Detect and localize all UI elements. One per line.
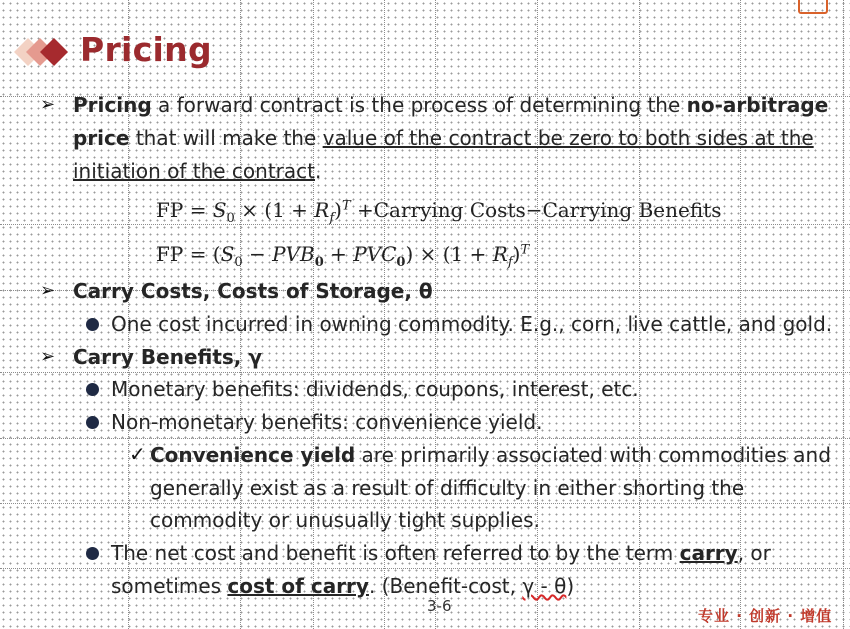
formula-forward-price-1: FP = $S_0 \times (1 + R_f)^T$ +Carrying Costs−Carrying Benefits: [156, 198, 722, 226]
arrow-bullet-icon: ➢: [40, 94, 56, 115]
dot-bullet-icon: [86, 383, 99, 396]
carry-benefits-sub2: Non-monetary benefits: convenience yield.: [111, 410, 543, 434]
dot-bullet-icon: [86, 547, 99, 560]
comment-icon: [798, 0, 828, 14]
bullet-pricing-line1: Pricing a forward contract is the process of determining the no-arbitrage: [73, 93, 829, 117]
convenience-yield-line2: generally exist as a result of difficulty in either shorting the: [150, 476, 745, 500]
footer-tagline: 专业 · 创新 · 增值: [698, 607, 833, 625]
bullet-carry-costs: Carry Costs, Costs of Storage, θ: [73, 279, 433, 303]
bullet-pricing-line3: initiation of the contract.: [73, 159, 322, 183]
carry-costs-sub1: One cost incurred in owning commodity. E.g., corn, live cattle, and gold.: [111, 312, 833, 336]
dot-bullet-icon: [86, 318, 99, 331]
arrow-bullet-icon: ➢: [40, 346, 56, 367]
bullet-pricing-line2: price that will make the value of the contract be zero to both sides at the: [73, 126, 814, 150]
formula-forward-price-2: FP = $(S_0 - PVB_0 + PVC_0) \times (1 + R_f)^T$: [156, 242, 530, 270]
carry-net-line1: The net cost and benefit is often referred to by the term carry, or: [111, 541, 771, 565]
page-number: 3-6: [427, 597, 452, 615]
slide-title: Pricing: [80, 30, 212, 69]
checkmark-bullet-icon: ✓: [129, 442, 146, 466]
convenience-yield-line3: commodity or unusually tight supplies.: [150, 508, 540, 532]
bullet-carry-benefits: Carry Benefits, γ: [73, 345, 262, 369]
arrow-bullet-icon: ➢: [40, 280, 56, 301]
carry-benefits-sub1: Monetary benefits: dividends, coupons, interest, etc.: [111, 377, 639, 401]
convenience-yield-line1: Convenience yield are primarily associated with commodities and: [150, 443, 831, 467]
dot-bullet-icon: [86, 416, 99, 429]
diamond-logo-icon: [10, 30, 74, 74]
carry-net-line2: sometimes cost of carry. (Benefit-cost, γ - θ): [111, 574, 575, 598]
